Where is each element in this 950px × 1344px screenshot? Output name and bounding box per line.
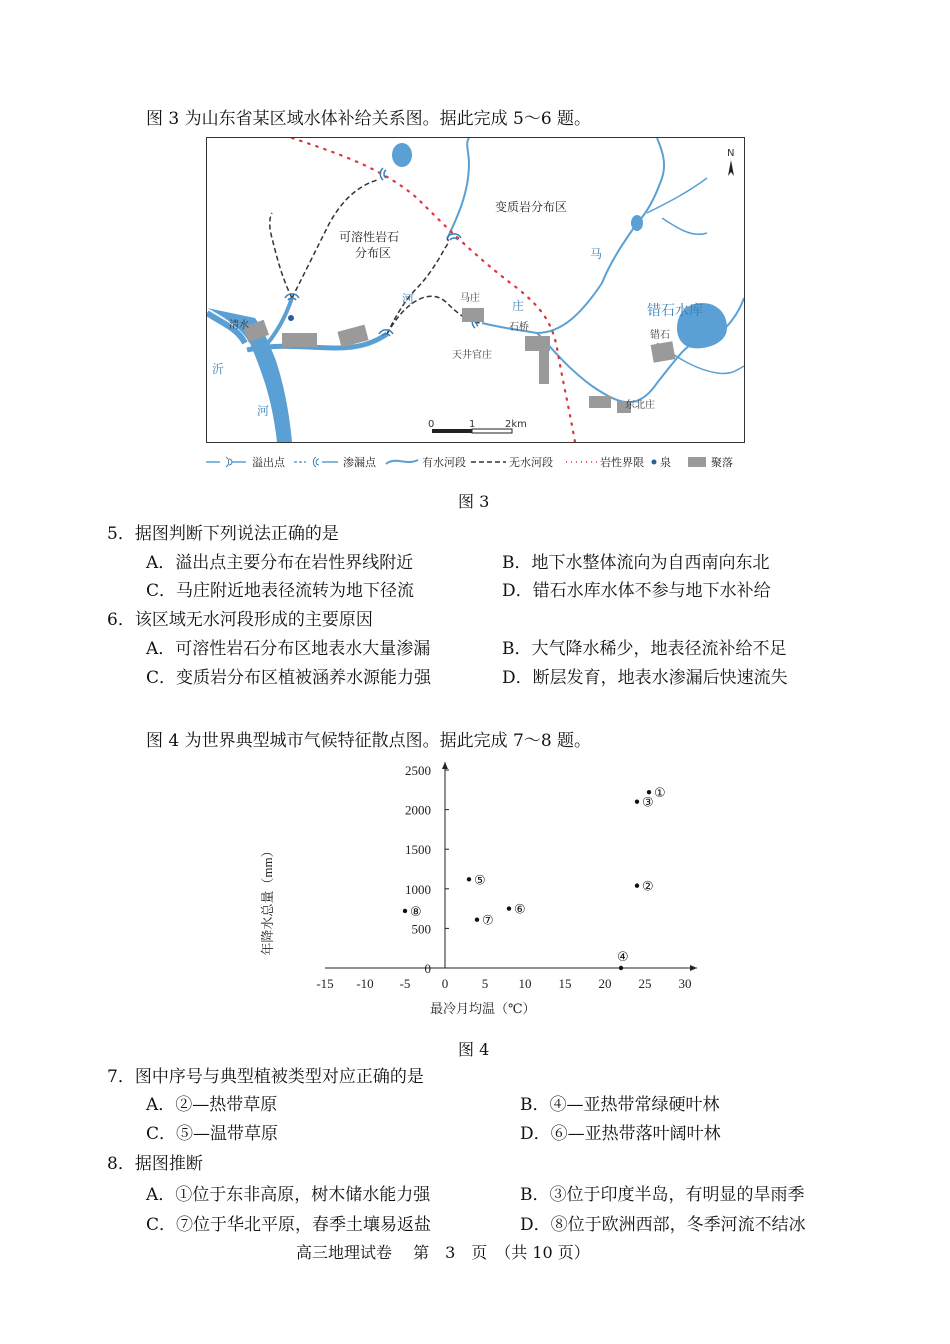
data-point	[507, 906, 511, 910]
legend-leak-icon	[294, 457, 338, 467]
page-footer: 高三地理试卷 第 3 页 （共 10 页）	[296, 1243, 590, 1262]
river-mazhuang-east	[482, 223, 637, 333]
y-tick-label: 0	[424, 961, 431, 976]
q5-option-a: A．溢出点主要分布在岩性界线附近	[146, 553, 414, 573]
label-qingshui: 清水	[229, 320, 249, 331]
label-cuoshi: 错石	[650, 330, 670, 341]
dry-reach-west	[270, 213, 292, 298]
label-shiqiao: 石桥	[509, 322, 529, 333]
data-point-label: ⑤	[474, 873, 486, 889]
label-dongbei: 东北庄	[625, 400, 655, 411]
legend-overflow: 溢出点	[252, 456, 285, 469]
lithology-boundary	[292, 138, 575, 442]
x-axis-label: 最冷月均温（℃）	[430, 1001, 536, 1016]
svg-text:0: 0	[428, 419, 435, 430]
q7-option-a: A．②—热带草原	[146, 1095, 278, 1115]
y-axis-label: 年降水总量（mm）	[260, 844, 275, 956]
north-label: N	[727, 148, 735, 159]
label-river-he: 河	[402, 292, 415, 306]
scale-bar	[428, 419, 527, 433]
y-axis-arrow	[442, 762, 448, 769]
label-soluble-2: 分布区	[355, 246, 392, 260]
label-cuoshi-reservoir: 错石水库	[647, 303, 703, 319]
q7-option-b: B．④—亚热带常绿硬叶林	[520, 1095, 720, 1115]
data-point	[647, 790, 651, 794]
label-yi-1: 沂	[212, 362, 225, 376]
legend-leak: 渗漏点	[343, 456, 376, 469]
q6-option-d: D．断层发育，地表水渗漏后快速流失	[502, 668, 788, 688]
intro-fig3: 图 3 为山东省某区域水体补给关系图。据此完成 5～6 题。	[146, 109, 592, 129]
legend-boundary: 岩性界限	[600, 456, 644, 469]
q5-stem: 5．据图判断下列说法正确的是	[107, 524, 339, 544]
chart-axes	[325, 762, 697, 971]
leak-point-2	[447, 234, 461, 240]
x-tick-label: 0	[441, 976, 449, 991]
north-arrow-icon	[728, 160, 734, 176]
y-tick-label: 2500	[405, 763, 431, 778]
x-tick-label: 15	[558, 976, 572, 991]
svg-text:1: 1	[469, 419, 476, 430]
data-point-label: ①	[654, 786, 666, 802]
label-metamorphic: 变质岩分布区	[495, 200, 568, 214]
data-point	[475, 917, 479, 921]
label-soluble-1: 可溶性岩石	[339, 230, 400, 244]
data-point-label: ③	[642, 795, 654, 811]
label-mazhuang: 马庄	[460, 293, 480, 304]
x-tick-label: 30	[678, 976, 692, 991]
q6-option-c: C．变质岩分布区植被涵养水源能力强	[146, 668, 432, 688]
svg-text:2km: 2km	[505, 419, 527, 430]
legend-settlement-icon	[688, 457, 706, 467]
leak-point-1	[380, 168, 386, 180]
climate-scatter-chart	[250, 760, 710, 1020]
water-supply-map	[206, 137, 745, 443]
map-legend	[206, 452, 766, 472]
x-tick-label: -5	[399, 976, 411, 991]
x-tick-label: 5	[481, 976, 489, 991]
legend-water: 有水河段	[422, 456, 466, 469]
y-tick-label: 2000	[405, 802, 431, 818]
legend-overflow-icon	[206, 457, 246, 467]
x-tick-label: 25	[638, 976, 652, 991]
label-river-zhuang: 庄	[512, 299, 525, 313]
q7-stem: 7．图中序号与典型植被类型对应正确的是	[107, 1067, 424, 1087]
x-tick-label: 10	[518, 976, 532, 991]
figure3-caption: 图 3	[458, 492, 490, 511]
q5-option-b: B．地下水整体流向为自西南向东北	[502, 553, 770, 573]
legend-dry: 无水河段	[509, 456, 553, 469]
data-point-label: ②	[642, 879, 654, 895]
data-point-label: ④	[617, 950, 629, 965]
legend-water-icon	[386, 460, 418, 464]
river-upper-north	[447, 138, 469, 239]
q6-option-a: A．可溶性岩石分布区地表水大量渗漏	[146, 639, 431, 659]
x-tick-label: -15	[316, 976, 334, 991]
label-tianjing: 天井官庄	[452, 350, 492, 361]
intro-fig4: 图 4 为世界典型城市气候特征散点图。据此完成 7～8 题。	[146, 731, 592, 751]
q7-option-d: D．⑥—亚热带落叶阔叶林	[520, 1124, 721, 1144]
q8-option-c: C．⑦位于华北平原，春季土壤易返盐	[146, 1215, 432, 1235]
x-axis-arrow	[690, 965, 697, 971]
chart-points	[403, 786, 666, 970]
q8-option-d: D．⑧位于欧洲西部，冬季河流不结冰	[520, 1215, 806, 1235]
legend-settlement: 聚落	[711, 456, 733, 469]
y-tick-label: 1500	[405, 842, 431, 858]
x-tick-label: 20	[598, 976, 612, 991]
q5-option-d: D．错石水库水体不参与地下水补给	[502, 581, 771, 601]
q6-stem: 6．该区域无水河段形成的主要原因	[107, 610, 373, 630]
chart-ticks	[316, 763, 691, 991]
q8-option-b: B．③位于印度半岛，有明显的旱雨季	[520, 1185, 805, 1205]
data-point	[635, 799, 639, 803]
label-river-ma: 马	[590, 247, 603, 261]
q7-option-c: C．⑤—温带草原	[146, 1124, 279, 1144]
legend-spring: 泉	[660, 456, 671, 469]
spring-dot	[288, 315, 294, 321]
q8-stem: 8．据图推断	[107, 1154, 203, 1174]
data-point	[467, 877, 471, 881]
y-tick-label: 1000	[405, 881, 431, 897]
data-point-label: ⑧	[410, 904, 422, 920]
q5-option-c: C．马庄附近地表径流转为地下径流	[146, 581, 415, 601]
legend-spring-icon	[652, 460, 657, 465]
x-tick-label: -10	[356, 976, 374, 991]
q6-option-b: B．大气降水稀少，地表径流补给不足	[502, 639, 787, 659]
y-tick-label: 500	[411, 921, 431, 937]
q8-option-a: A．①位于东非高原，树木储水能力强	[146, 1185, 431, 1205]
reservoir-top	[392, 143, 412, 167]
label-yi-2: 河	[257, 404, 270, 418]
data-point-label: ⑥	[514, 902, 526, 918]
data-point	[619, 966, 623, 970]
data-point	[635, 883, 639, 887]
data-point-label: ⑦	[482, 913, 494, 929]
data-point	[403, 909, 407, 913]
figure4-caption: 图 4	[458, 1040, 490, 1059]
